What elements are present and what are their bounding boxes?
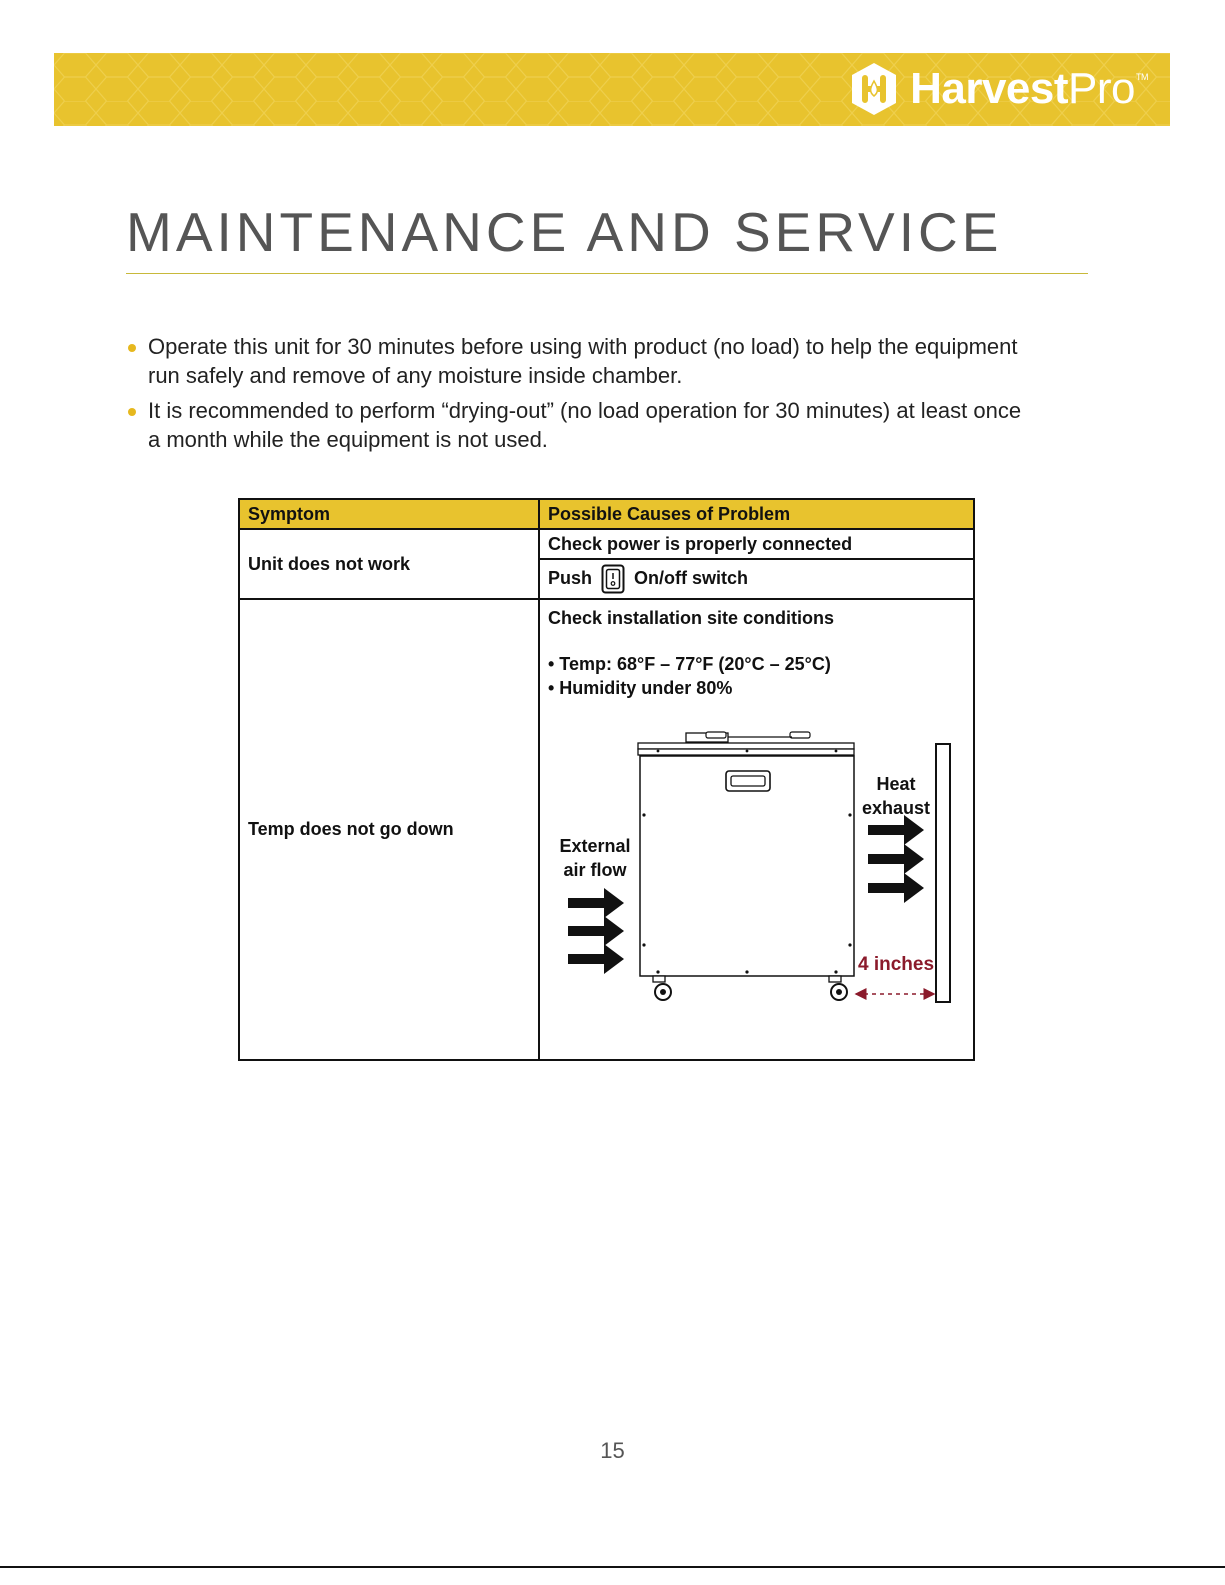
cause-cell: Check power is properly connected <box>539 529 974 559</box>
heat-exhaust-arrows-icon <box>868 815 924 903</box>
caster-right-icon <box>829 976 847 1000</box>
external-airflow-label-2: air flow <box>563 860 627 880</box>
table-row <box>239 529 974 559</box>
condition-temp: • Temp: 68°F – 77°F (20°C – 25°C) <box>548 654 831 674</box>
page-title: MAINTENANCE AND SERVICE <box>126 201 1003 263</box>
list-item <box>128 396 1028 454</box>
symptom-cell: Temp does not go down <box>239 599 539 1060</box>
bottom-divider <box>0 1566 1225 1568</box>
wall-illustration <box>936 744 950 1002</box>
table-row <box>239 599 974 1060</box>
heat-exhaust-label-1: Heat <box>876 774 916 794</box>
page-number: 15 <box>600 1438 625 1463</box>
header-banner <box>54 53 1170 126</box>
instruction-list <box>128 332 1028 460</box>
power-switch-icon <box>601 564 625 594</box>
column-header-symptom: Symptom <box>239 499 539 529</box>
logo-text <box>910 64 1148 113</box>
bullet-icon <box>128 408 136 416</box>
external-airflow-label-1: External <box>559 836 631 856</box>
installation-diagram-cell <box>539 599 974 1060</box>
clearance-label: 4 inches <box>857 954 935 975</box>
list-item <box>128 332 1028 390</box>
bullet-icon <box>128 344 136 352</box>
caster-left-icon <box>653 976 671 1000</box>
unit-illustration <box>638 732 854 1000</box>
table-header-row <box>239 499 974 529</box>
cause-title: Check installation site conditions <box>548 608 835 628</box>
installation-diagram <box>540 600 976 1059</box>
cause-cell-push <box>539 559 974 599</box>
logo-brand-light: Pro <box>1068 64 1135 113</box>
logo-trademark: TM <box>1136 72 1148 82</box>
logo-hexagon-icon <box>848 61 900 117</box>
list-item-text: Operate this unit for 30 minutes before using with product (no load) to help the equipment run safely and remove of any moisture inside chamber. <box>148 334 1018 388</box>
switch-label: On/off switch <box>634 567 749 588</box>
push-label: Push <box>548 567 593 588</box>
external-airflow-arrows-icon <box>568 888 624 974</box>
heat-exhaust-label-2: exhaust <box>861 798 931 818</box>
column-header-causes: Possible Causes of Problem <box>539 499 974 529</box>
symptom-cell: Unit does not work <box>239 529 539 599</box>
condition-humidity: • Humidity under 80% <box>548 678 733 698</box>
list-item-text: It is recommended to perform “drying-out” (no load operation for 30 minutes) at least once a month while the equipment is not used. <box>148 398 1022 452</box>
title-divider <box>126 273 1088 274</box>
harvestpro-logo <box>848 61 1148 117</box>
troubleshooting-table <box>238 498 975 1061</box>
logo-brand-bold: Harvest <box>910 64 1069 113</box>
